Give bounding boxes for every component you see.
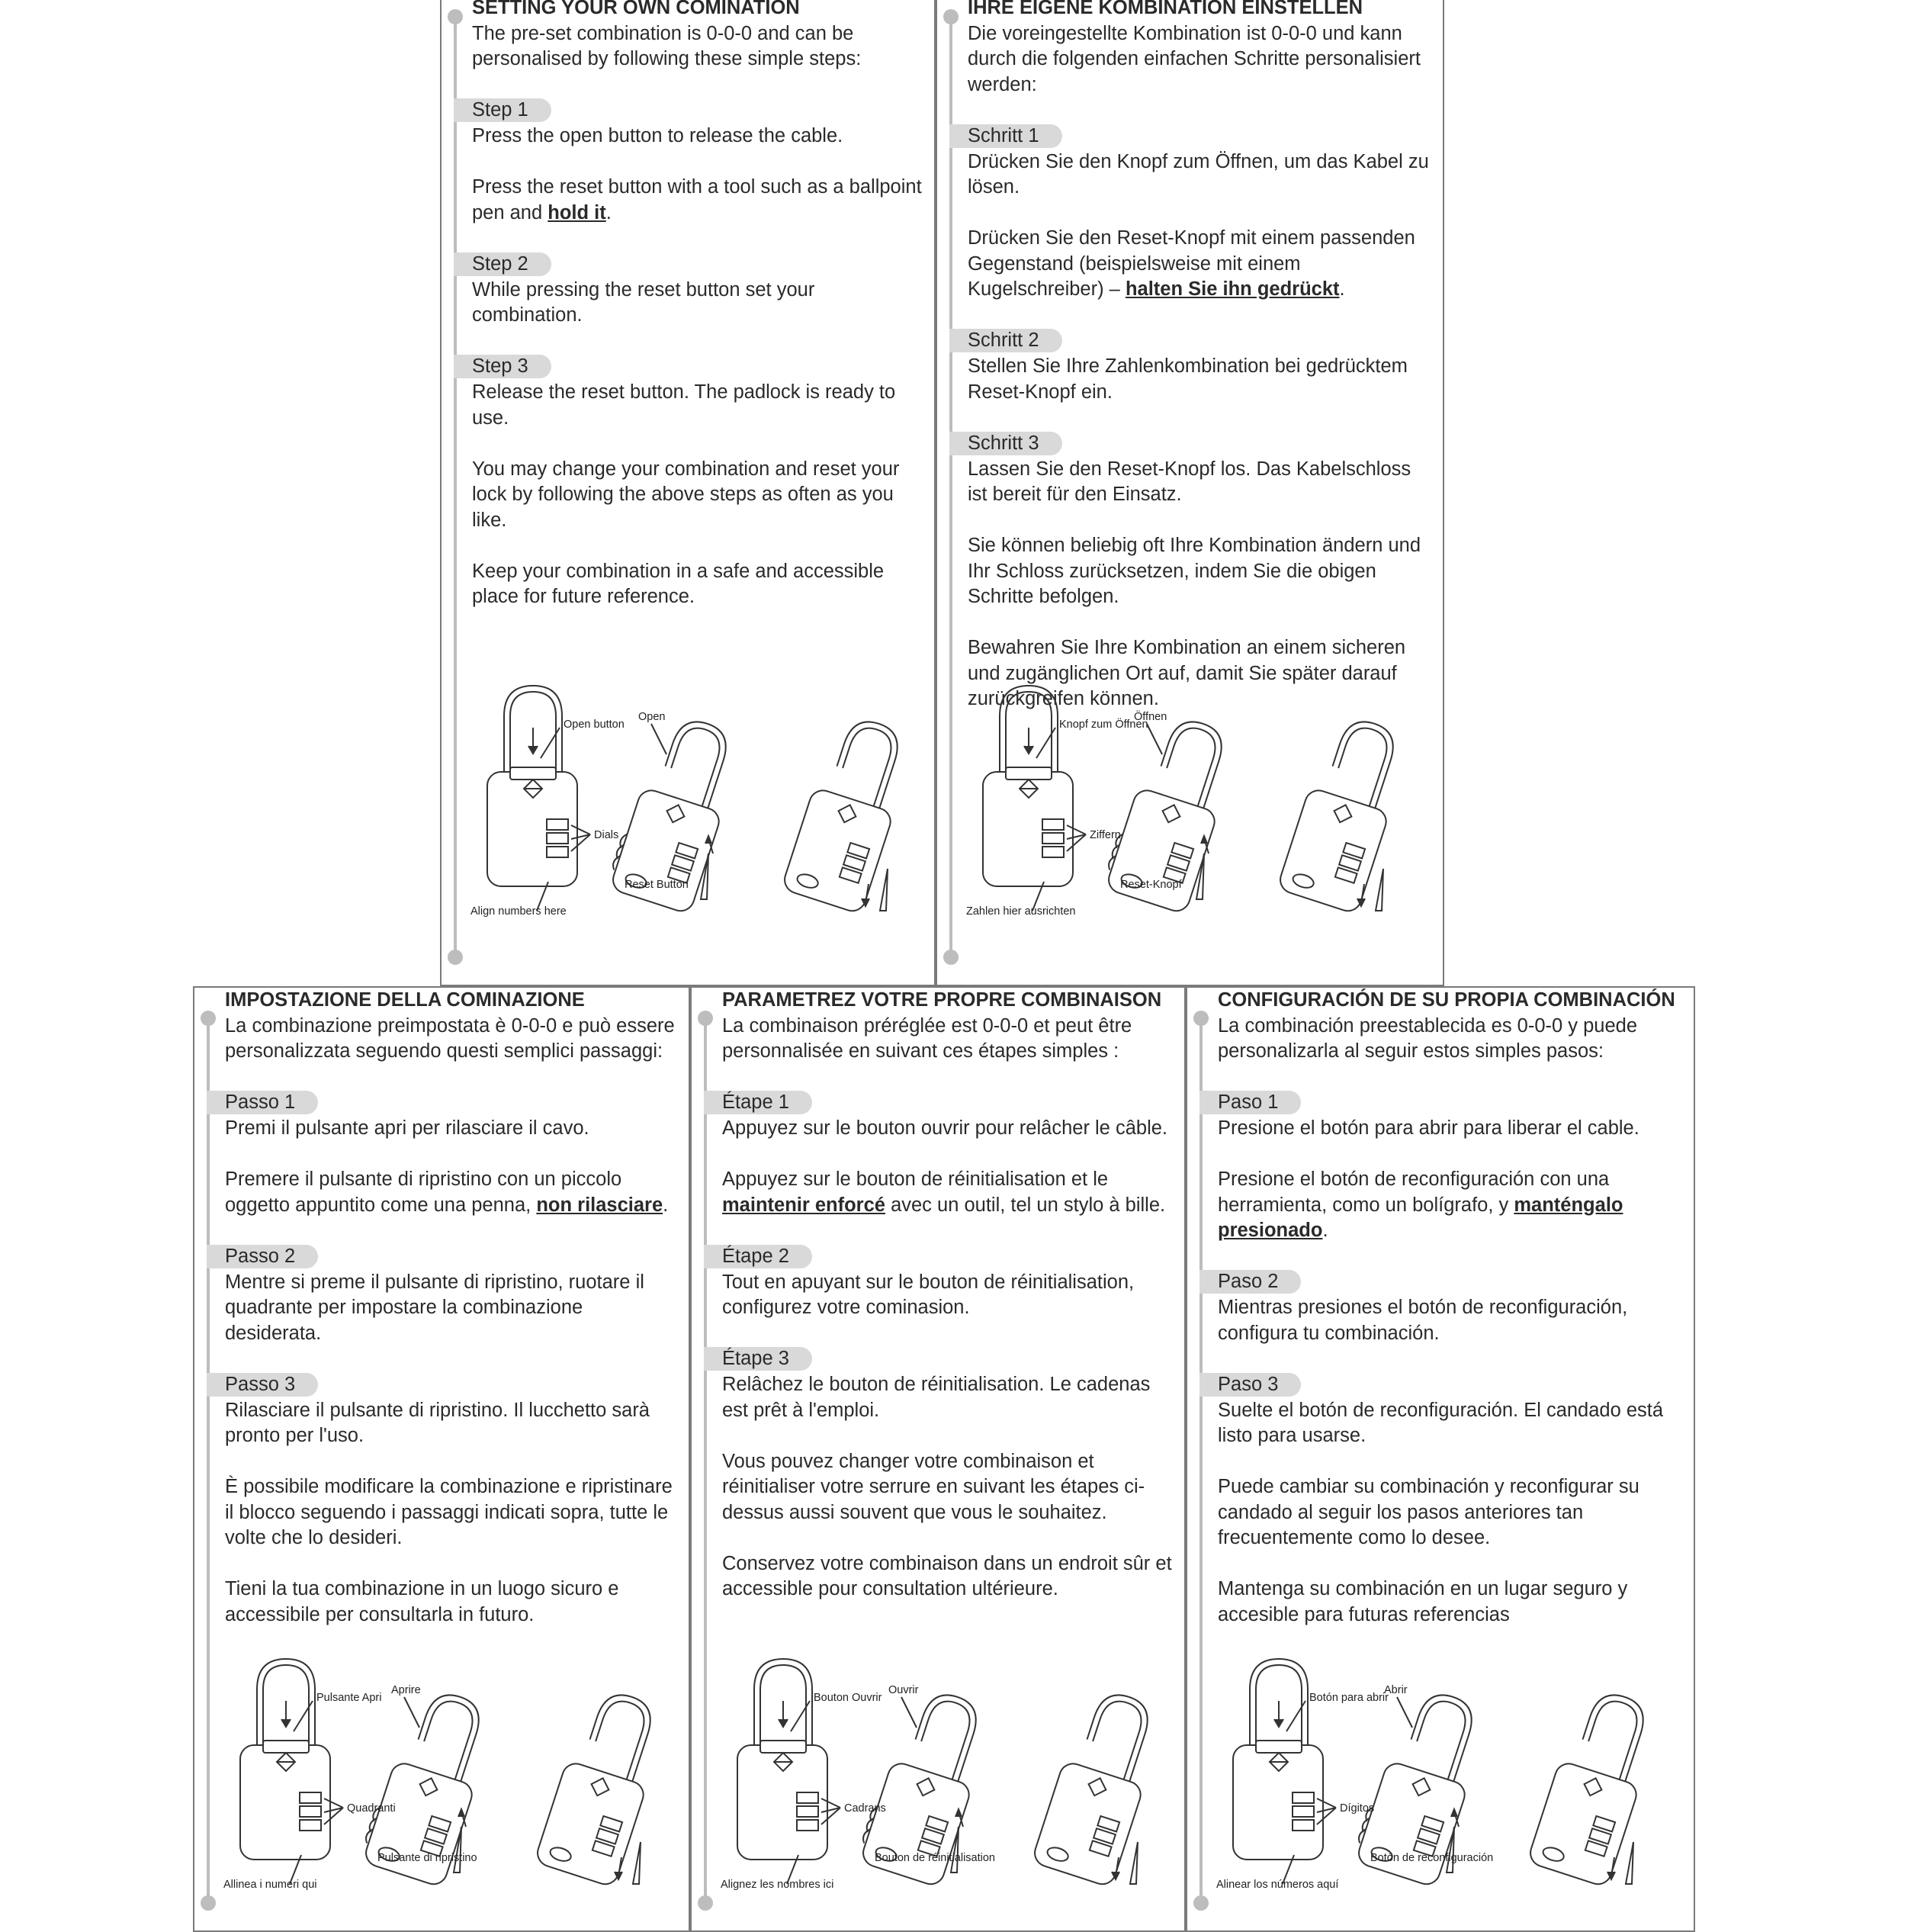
dial-3 xyxy=(1042,847,1064,857)
step-3 xyxy=(968,431,1432,508)
intro-text: La combinaison préréglée est 0-0-0 et peut être personnalisée en suivant ces étapes simples : xyxy=(722,1014,1132,1062)
dials-label: Quadranti xyxy=(347,1802,396,1815)
dial-1 xyxy=(1042,819,1064,830)
intro-text: The pre-set combination is 0-0-0 and can be personalised by following these simple steps: xyxy=(472,22,862,69)
step-1-text: Appuyez sur le bouton ouvrir pour relâcher le câble. xyxy=(722,1117,1167,1139)
step-2 xyxy=(472,252,923,329)
step-3 xyxy=(1218,1372,1683,1449)
dial-1 xyxy=(797,1792,818,1803)
dial-1 xyxy=(300,1792,321,1803)
align-numbers-label: Allinea i numeri qui xyxy=(223,1879,317,1891)
timeline-dot-top xyxy=(201,1011,216,1026)
reset-button-label: Reset-Knopf xyxy=(1120,879,1182,891)
panel-title: CONFIGURACIÓN DE SU PROPIA COMBINACIÓN xyxy=(1218,989,1675,1011)
open-button-label: Open button xyxy=(564,718,625,731)
align-numbers-label: Zahlen hier ausrichten xyxy=(966,905,1076,918)
panel-title: PARAMETREZ VOTRE PROPRE COMBINAISON xyxy=(722,989,1162,1011)
step-1-label: Paso 1 xyxy=(1199,1091,1301,1114)
panel-content xyxy=(225,988,678,1654)
open-button-label: Bouton Ouvrir xyxy=(814,1692,882,1704)
keep-note: Conservez votre combinaison dans un endroit sûr et accessible pour consultation ultérieure. xyxy=(722,1552,1172,1599)
intro-text: Die voreingestellte Kombination ist 0-0-0 und kann durch die folgenden einfachen Schritte personalisiert werden: xyxy=(968,22,1421,95)
panel-title: IHRE EIGENE KOMBINATION EINSTELLEN xyxy=(968,0,1363,18)
dial-1 xyxy=(1293,1792,1314,1803)
step-1-label: Passo 1 xyxy=(207,1091,318,1114)
step-3-label: Étape 3 xyxy=(704,1347,812,1371)
timeline-dot-bottom xyxy=(448,950,463,965)
step-3-text: Suelte el botón de reconfiguración. El candado está listo para usarse. xyxy=(1218,1399,1664,1446)
reset-button-label: Reset Button xyxy=(625,879,689,891)
dial-2 xyxy=(797,1806,818,1817)
reset-button-label: Bouton de réinitialisation xyxy=(875,1852,995,1864)
step-2-text: Mientras presiones el botón de reconfiguración, configura tu combinación. xyxy=(1218,1297,1628,1344)
open-label: Öffnen xyxy=(1134,711,1167,723)
open-label: Open xyxy=(638,711,666,723)
step-1-reset-text: Appuyez sur le bouton de réinitialisation et le maintenir enforcé avec un outil, tel un stylo à bille. xyxy=(722,1169,1166,1216)
padlock-illustration xyxy=(707,1655,1195,1899)
step-1-text: Press the open button to release the cable. xyxy=(472,125,843,146)
step-2 xyxy=(722,1244,1174,1321)
hold-emphasis: maintenir enforcé xyxy=(722,1194,885,1216)
step-2-label: Paso 2 xyxy=(1199,1270,1301,1294)
align-numbers-label: Alinear los números aquí xyxy=(1216,1879,1339,1891)
padlock-diagram xyxy=(210,1655,698,1899)
step-1-label: Step 1 xyxy=(454,98,551,122)
step-2 xyxy=(1218,1269,1683,1346)
change-note: Vous pouvez changer votre combinaison et réinitialiser votre serrure en suivant les étapes ci-dessus aussi souvent que vous le souhaitez. xyxy=(722,1450,1145,1523)
timeline-dot-top xyxy=(448,9,463,24)
dials-label: Dials xyxy=(594,829,619,841)
step-3 xyxy=(225,1372,678,1449)
instruction-panel-es xyxy=(1186,986,1695,1932)
step-3-text: Rilasciare il pulsante di ripristino. Il lucchetto sarà pronto per l'uso. xyxy=(225,1399,650,1446)
timeline-dot-top xyxy=(943,9,959,24)
padlock-diagram xyxy=(952,682,1440,926)
instruction-panel-en xyxy=(440,0,936,986)
step-1-reset-text: Presione el botón de reconfiguración con una herramienta, como un bolígrafo, y manténgalo presionado. xyxy=(1218,1169,1623,1241)
reset-button-label: Pulsante di ripristino xyxy=(377,1852,477,1864)
keep-note: Bewahren Sie Ihre Kombination an einem sicheren und zugänglichen Ort auf, damit Sie später darauf zurückgreifen können. xyxy=(968,637,1406,709)
step-1-text: Drücken Sie den Knopf zum Öffnen, um das Kabel zu lösen. xyxy=(968,150,1429,198)
open-button-label: Botón para abrir xyxy=(1309,1692,1389,1704)
step-1 xyxy=(722,1090,1174,1218)
step-2-label: Step 2 xyxy=(454,252,551,276)
step-2 xyxy=(225,1244,678,1347)
padlock-diagram xyxy=(457,682,945,926)
step-1-reset-text: Press the reset button with a tool such as a ballpoint pen and hold it. xyxy=(472,176,922,223)
hold-emphasis: non rilasciare xyxy=(536,1194,663,1216)
change-note: Sie können beliebig oft Ihre Kombination ändern und Ihr Schloss zurücksetzen, indem Sie die obigen Schritte befolgen. xyxy=(968,535,1421,607)
padlock-illustration xyxy=(210,1655,698,1899)
step-2-text: Tout en apuyant sur le bouton de réinitialisation, configurez votre cominasion. xyxy=(722,1271,1135,1318)
step-2-text: Stellen Sie Ihre Zahlenkombination bei gedrücktem Reset-Knopf ein. xyxy=(968,355,1408,403)
panel-content xyxy=(722,988,1174,1628)
panel-content xyxy=(472,0,923,635)
dials-label: Cadrans xyxy=(844,1802,886,1815)
dials-label: Ziffern xyxy=(1090,829,1121,841)
step-3-label: Passo 3 xyxy=(207,1373,318,1397)
panel-title: SETTING YOUR OWN COMINATION xyxy=(472,0,800,18)
step-1 xyxy=(225,1090,678,1218)
step-2-text: Mentre si preme il pulsante di ripristino, ruotare il quadrante per impostare la combinazione desiderata. xyxy=(225,1271,644,1344)
dial-3 xyxy=(547,847,568,857)
align-numbers-label: Alignez les nombres ici xyxy=(721,1879,834,1891)
keep-note: Mantenga su combinación en un lugar seguro y accesible para futuras referencias xyxy=(1218,1578,1628,1625)
step-3 xyxy=(472,354,923,431)
step-2-label: Étape 2 xyxy=(704,1245,812,1268)
padlock-illustration xyxy=(457,682,945,926)
padlock-diagram xyxy=(1203,1655,1691,1899)
open-button-label: Knopf zum Öffnen xyxy=(1059,718,1148,731)
step-3-label: Paso 3 xyxy=(1199,1373,1301,1397)
step-3-label: Schritt 3 xyxy=(949,432,1062,455)
dials-label: Dígitos xyxy=(1340,1802,1375,1815)
keep-note: Tieni la tua combinazione in un luogo sicuro e accessibile per consultarla in futuro. xyxy=(225,1578,619,1625)
timeline-dot-top xyxy=(698,1011,713,1026)
padlock-illustration xyxy=(1203,1655,1691,1899)
change-note: You may change your combination and reset your lock by following the above steps as often as you like. xyxy=(472,458,900,531)
instruction-panel-fr xyxy=(690,986,1186,1932)
panel-content xyxy=(968,0,1432,738)
open-label: Aprire xyxy=(391,1684,421,1696)
change-note: Puede cambiar su combinación y reconfigurar su candado al seguir los pasos anteriores tan frecuentemente como lo desee. xyxy=(1218,1476,1639,1548)
change-note: È possibile modificare la combinazione e ripristinare il blocco seguendo i passaggi indicati sopra, tutte le volte che lo desideri. xyxy=(225,1476,673,1548)
open-label: Abrir xyxy=(1384,1684,1408,1696)
step-1 xyxy=(968,124,1432,303)
step-1-text: Premi il pulsante apri per rilasciare il cavo. xyxy=(225,1117,589,1139)
reset-button-label: Botón de reconfiguración xyxy=(1370,1852,1494,1864)
dial-2 xyxy=(1293,1806,1314,1817)
step-3 xyxy=(722,1346,1174,1423)
step-1-label: Schritt 1 xyxy=(949,124,1062,148)
dial-1 xyxy=(547,819,568,830)
open-label: Ouvrir xyxy=(888,1684,919,1696)
step-2 xyxy=(968,328,1432,405)
hold-emphasis: halten Sie ihn gedrückt xyxy=(1125,278,1340,300)
step-1-label: Étape 1 xyxy=(704,1091,812,1114)
step-1 xyxy=(472,98,923,226)
instruction-panel-it xyxy=(193,986,690,1932)
step-1 xyxy=(1218,1090,1683,1244)
instruction-panel-de xyxy=(936,0,1444,986)
hold-emphasis: manténgalo presionado xyxy=(1218,1194,1623,1241)
dial-3 xyxy=(1293,1820,1314,1831)
timeline-dot-bottom xyxy=(943,950,959,965)
step-3-label: Step 3 xyxy=(454,355,551,378)
padlock-diagram xyxy=(707,1655,1195,1899)
step-2-label: Schritt 2 xyxy=(949,329,1062,352)
dial-2 xyxy=(1042,833,1064,844)
step-3-text: Lassen Sie den Reset-Knopf los. Das Kabelschloss ist bereit für den Einsatz. xyxy=(968,458,1411,505)
timeline-dot-top xyxy=(1193,1011,1209,1026)
open-button-label: Pulsante Apri xyxy=(316,1692,382,1704)
intro-text: La combinación preestablecida es 0-0-0 y puede personalizarla al seguir estos simples pasos: xyxy=(1218,1014,1638,1062)
dial-2 xyxy=(300,1806,321,1817)
step-1-reset-text: Drücken Sie den Reset-Knopf mit einem passenden Gegenstand (beispielsweise mit einem Kugelschreiber) – halten Sie ihn gedrückt. xyxy=(968,227,1415,300)
step-3-text: Release the reset button. The padlock is ready to use. xyxy=(472,381,896,429)
step-1-reset-text: Premere il pulsante di ripristino con un piccolo oggetto appuntito come una penna, non rilasciare. xyxy=(225,1169,669,1216)
step-1-text: Presione el botón para abrir para liberar el cable. xyxy=(1218,1117,1639,1139)
step-2-text: While pressing the reset button set your combination. xyxy=(472,278,815,326)
padlock-illustration xyxy=(952,682,1440,926)
dial-3 xyxy=(797,1820,818,1831)
intro-text: La combinazione preimpostata è 0-0-0 e può essere personalizzata seguendo questi semplici passaggi: xyxy=(225,1014,675,1062)
panel-title: IMPOSTAZIONE DELLA COMINAZIONE xyxy=(225,989,585,1011)
align-numbers-label: Align numbers here xyxy=(470,905,567,918)
dial-3 xyxy=(300,1820,321,1831)
step-2-label: Passo 2 xyxy=(207,1245,318,1268)
keep-note: Keep your combination in a safe and accessible place for future reference. xyxy=(472,560,885,607)
panel-content xyxy=(1218,988,1683,1654)
dial-2 xyxy=(547,833,568,844)
hold-emphasis: hold it xyxy=(548,201,606,223)
step-3-text: Relâchez le bouton de réinitialisation. Le cadenas est prêt à l'emploi. xyxy=(722,1374,1151,1421)
